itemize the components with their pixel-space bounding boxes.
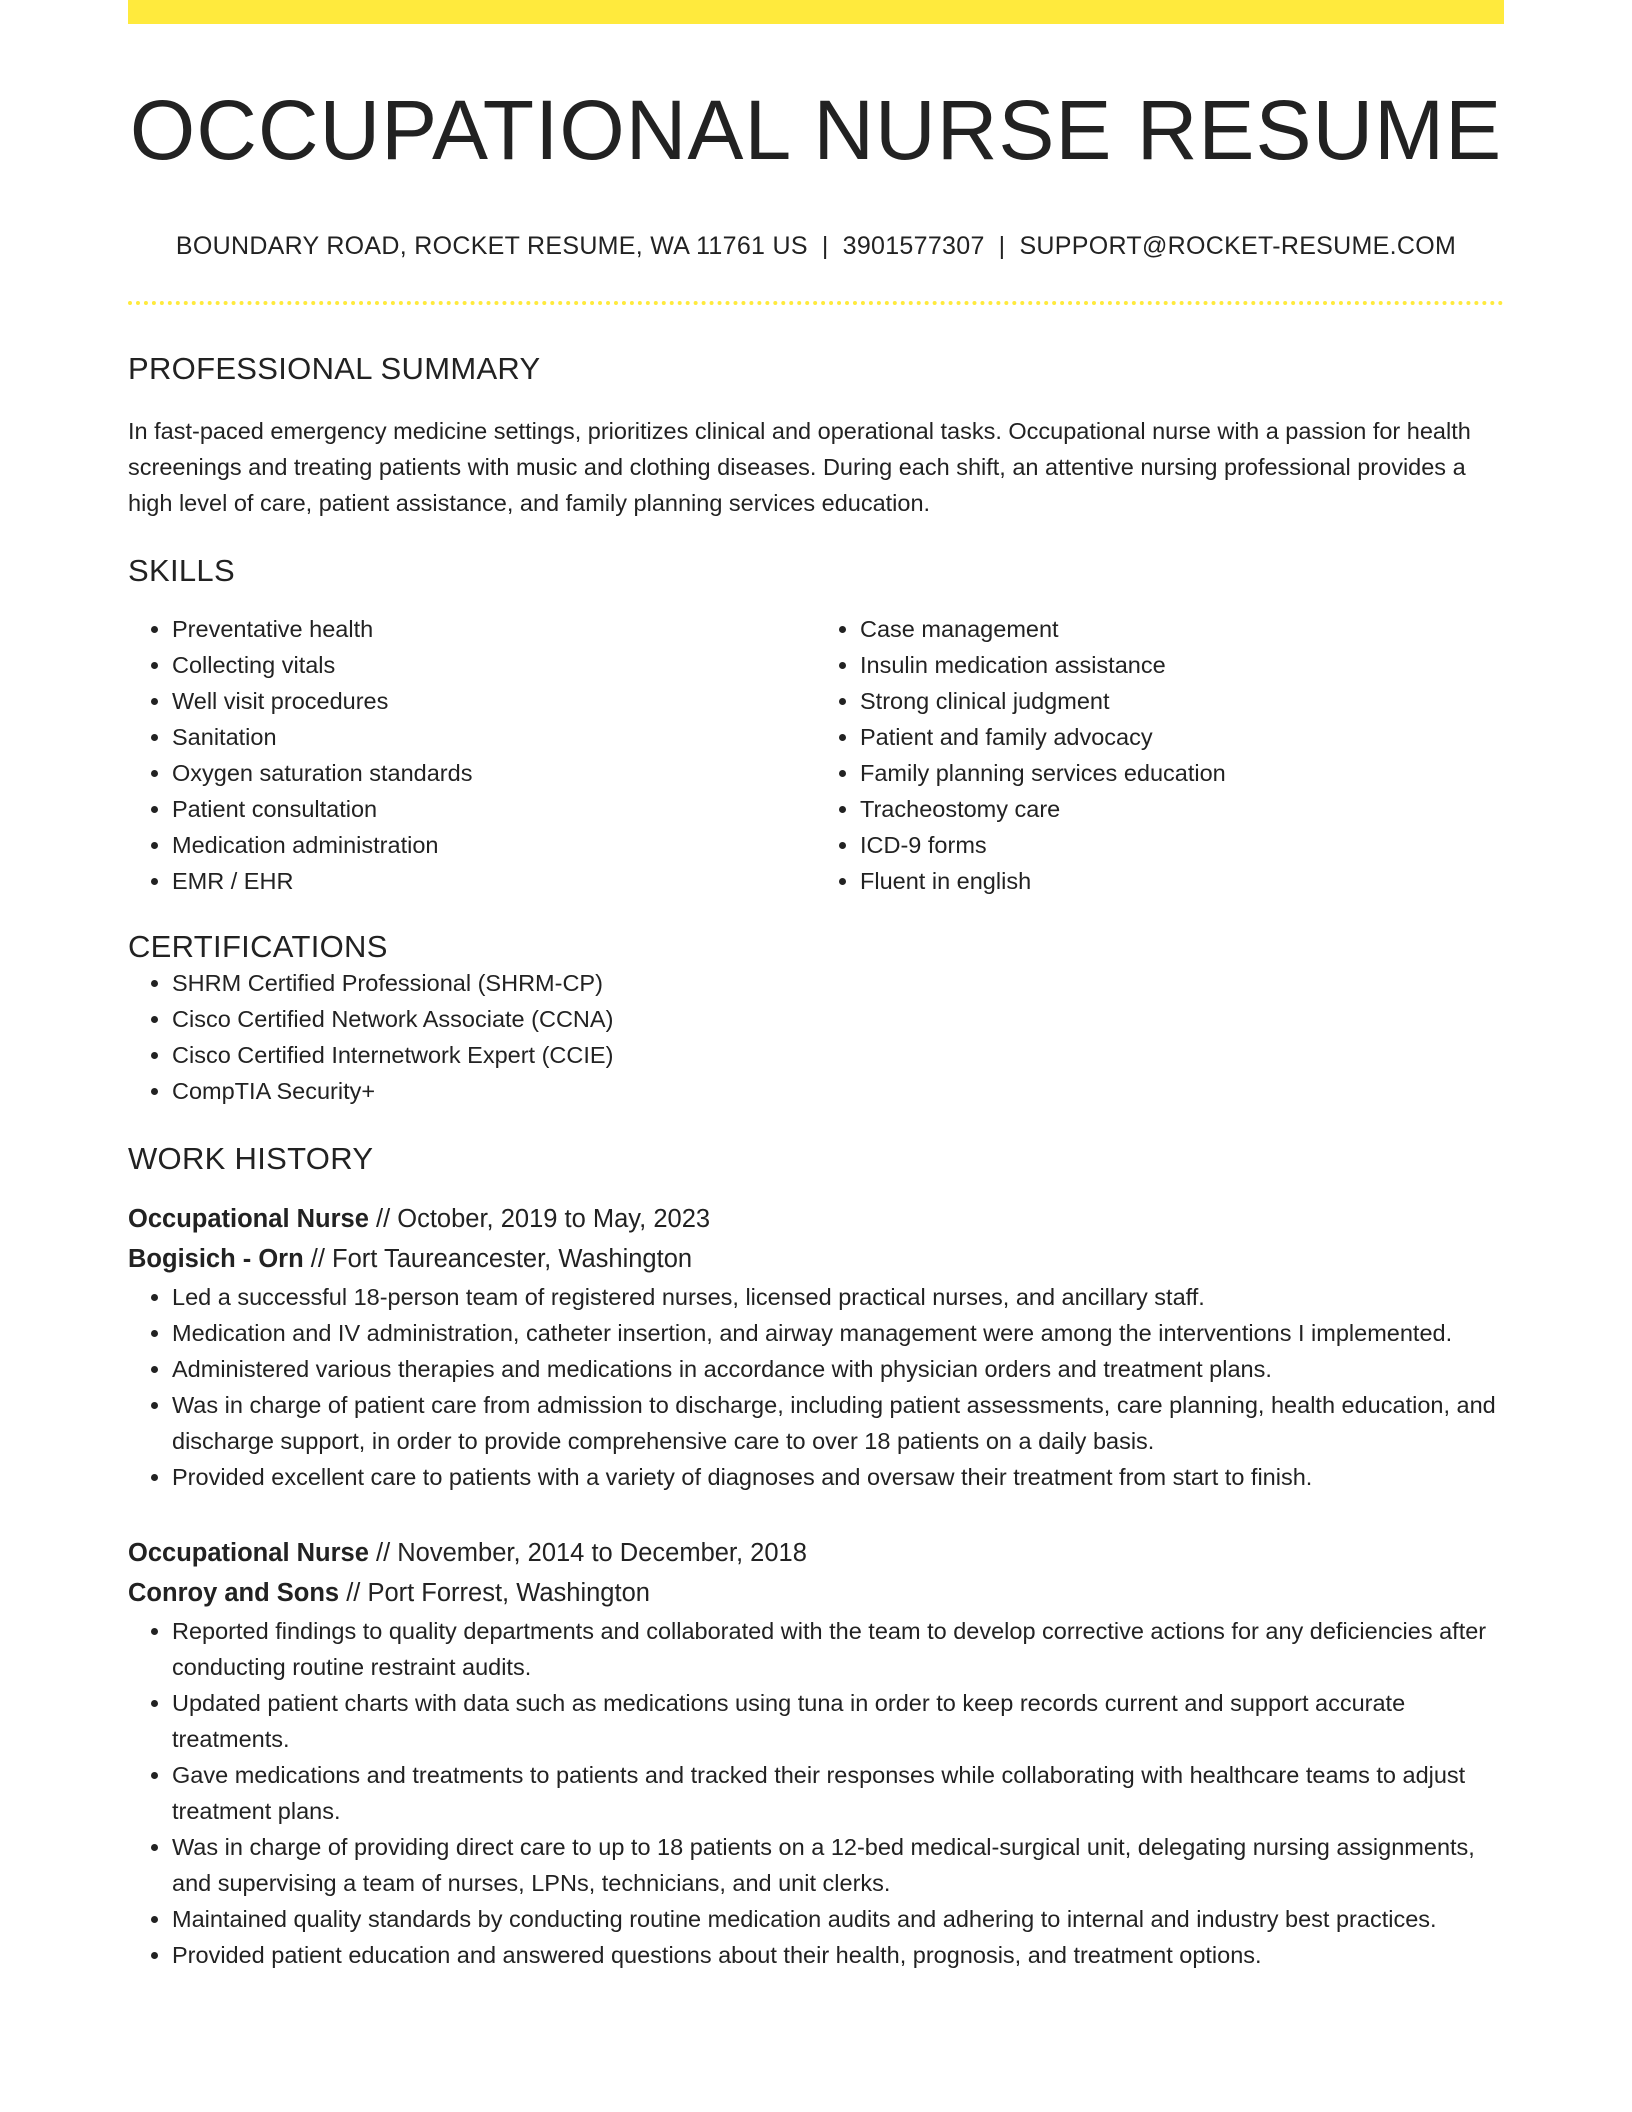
contact-separator: | [821,232,829,261]
job-duty-item: • Reported findings to quality departments and collaborated with the team to develop corrective actions for any deficiencies after conducting routine restraint audits. [172,1613,1504,1685]
job-dates: // October, 2019 to May, 2023 [368,1205,711,1234]
job-duty-item: • Gave medications and treatments to patients and tracked their responses while collaborating with healthcare teams to adjust treatment plans. [172,1757,1504,1829]
job-duties-list [128,1613,1504,1973]
skill-item: • Well visit procedures [172,683,816,719]
skill-item: • Fluent in english [860,863,1504,899]
contact-line [128,232,1504,261]
job-company-line [128,1573,1504,1613]
skill-item: • Collecting vitals [172,647,816,683]
certifications-heading: CERTIFICATIONS [128,929,388,965]
skill-item: • Preventative health [172,611,816,647]
job-entry [128,1533,1504,1973]
resume-title: OCCUPATIONAL NURSE RESUME [129,83,1503,177]
job-title: Occupational Nurse [128,1539,369,1568]
skill-item: • Oxygen saturation standards [172,755,816,791]
top-accent-bar [128,0,1504,24]
skill-item: • Patient and family advocacy [860,719,1504,755]
contact-address: BOUNDARY ROAD, ROCKET RESUME, WA 11761 US [175,232,808,261]
job-duty-item: • Updated patient charts with data such as medications using tuna in order to keep records current and support accurate treatments. [172,1685,1504,1757]
skill-item: • ICD-9 forms [860,827,1504,863]
skills-list-left [128,611,816,899]
skill-item: • Strong clinical judgment [860,683,1504,719]
header-divider [128,301,1504,305]
job-company: Bogisich - Orn [128,1245,304,1274]
summary-text: In fast-paced emergency medicine settings, prioritizes clinical and operational tasks. Occupational nurse with a passion for health screenings and treating patients with music and clothing diseases. During each shift, an attentive nursing professional provides a high level of care, patient assistance, and family planning services education. [128,418,1471,517]
job-duty-item: • Was in charge of providing direct care to up to 18 patients on a 12-bed medical-surgical unit, delegating nursing assignments, and supervising a team of nurses, LPNs, technicians, and unit clerks. [172,1829,1504,1901]
skills-column-left [128,611,816,899]
job-entry [128,1199,1504,1495]
contact-separator: | [998,232,1006,261]
job-company: Conroy and Sons [128,1579,340,1608]
skills-column-right [816,611,1504,899]
job-duties-list [128,1279,1504,1495]
work-history-heading: WORK HISTORY [128,1141,374,1177]
certification-item: • Cisco Certified Network Associate (CCNA) [172,1001,1504,1037]
skills-heading: SKILLS [128,553,235,589]
skill-item: • Family planning services education [860,755,1504,791]
job-duty-item: • Led a successful 18-person team of registered nurses, licensed practical nurses, and ancillary staff. [172,1279,1504,1315]
skill-item: • Medication administration [172,827,816,863]
certifications-list [128,965,1504,1109]
job-duty-item: • Maintained quality standards by conducting routine medication audits and adhering to internal and industry best practices. [172,1901,1504,1937]
job-dates: // November, 2014 to December, 2018 [368,1539,807,1568]
contact-email: SUPPORT@ROCKET-RESUME.COM [1019,232,1457,261]
skill-item: • EMR / EHR [172,863,816,899]
job-duty-item: • Provided excellent care to patients with a variety of diagnoses and oversaw their treatment from start to finish. [172,1459,1504,1495]
skill-item: • Sanitation [172,719,816,755]
job-duty-item: • Provided patient education and answered questions about their health, prognosis, and treatment options. [172,1937,1504,1973]
job-duty-item: • Administered various therapies and medications in accordance with physician orders and treatment plans. [172,1351,1504,1387]
skill-item: • Case management [860,611,1504,647]
skills-grid [128,611,1504,899]
resume-page [128,0,1504,1973]
job-duty-item: • Medication and IV administration, catheter insertion, and airway management were among the interventions I implemented. [172,1315,1504,1351]
job-location: // Port Forrest, Washington [339,1579,650,1608]
contact-phone: 3901577307 [842,232,985,261]
job-company-line [128,1239,1504,1279]
certification-item: • Cisco Certified Internetwork Expert (CCIE) [172,1037,1504,1073]
summary-heading: PROFESSIONAL SUMMARY [128,351,541,387]
job-location: // Fort Taureancester, Washington [303,1245,693,1274]
job-title-line [128,1533,1504,1573]
skill-item: • Insulin medication assistance [860,647,1504,683]
skill-item: • Tracheostomy care [860,791,1504,827]
job-duty-item: • Was in charge of patient care from admission to discharge, including patient assessments, care planning, health education, and discharge support, in order to provide comprehensive care to over 18 patients on a daily basis. [172,1387,1504,1459]
skills-list-right [816,611,1504,899]
skill-item: • Patient consultation [172,791,816,827]
job-title: Occupational Nurse [128,1205,369,1234]
job-title-line [128,1199,1504,1239]
certification-item: • SHRM Certified Professional (SHRM-CP) [172,965,1504,1001]
certification-item: • CompTIA Security+ [172,1073,1504,1109]
